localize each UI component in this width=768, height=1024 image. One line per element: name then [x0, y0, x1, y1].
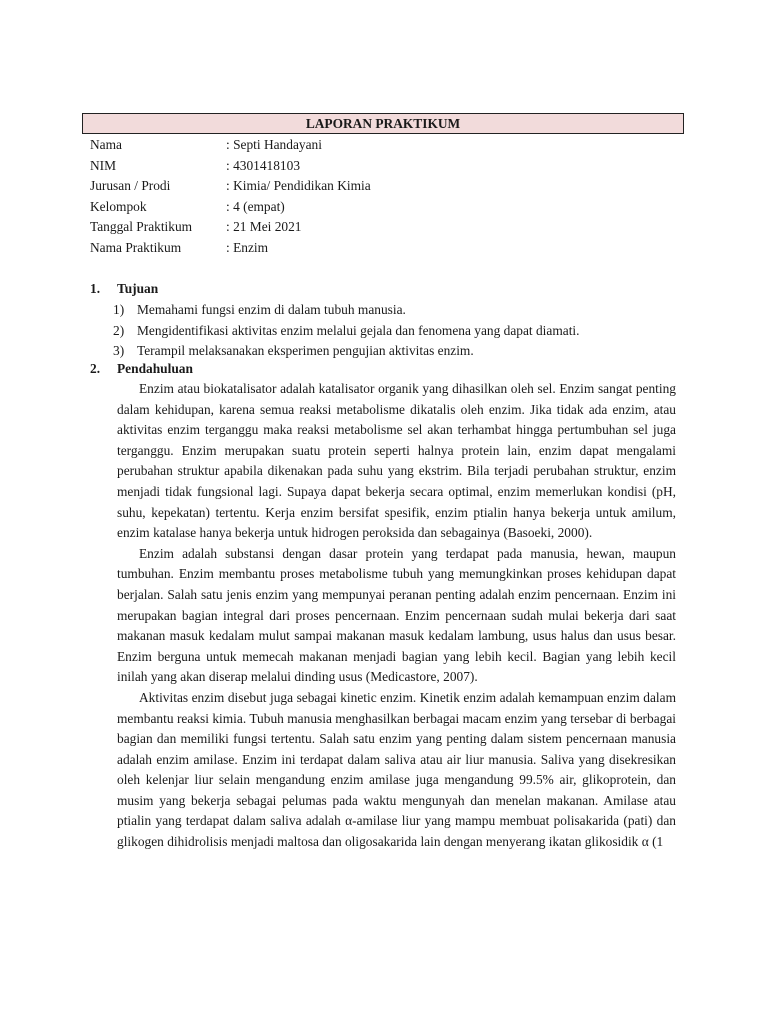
section-title: Pendahuluan [117, 361, 193, 376]
info-value: : 4 (empat) [226, 198, 285, 214]
report-title: LAPORAN PRAKTIKUM [82, 113, 684, 134]
paragraph: Aktivitas enzim disebut juga sebagai kinetic enzim. Kinetik enzim adalah kemampuan enzim dalam membantu reaksi kimia. Tubuh manusia menghasilkan berbagai macam enzim yang tersebar di berbagai bagian dan memiliki fungsi tertentu. Salah satu enzim yang penting dalam sistem pencernaan manusia adalah enzim amilase. Enzim ini terdapat dalam saliva atau air liur manusia. Saliva yang disekresikan oleh kelenjar liur selain mengandung enzim amilase juga mengandung 99.5% air, glikoprotein, dan musim yang bekerja sebagai pelumas pada waktu mengunyah dan menelan makanan. Amilase atau ptialin yang terdapat dalam saliva adalah α-amilase liur yang mampu membuat polisakarida (pati) dan glikogen dihidrolisis menjadi maltosa dan oligosakarida lain dengan menyerang ikatan glikosidik α (1 [117, 689, 676, 850]
info-label: NIM [90, 157, 117, 173]
info-label: Nama Praktikum [90, 239, 182, 255]
paragraph: Enzim adalah substansi dengan dasar protein yang terdapat pada manusia, hewan, maupun tumbuhan. Enzim membantu proses metabolisme tubuh yang memungkinkan proses kehidupan dapat berjalan. Salah satu jenis enzim yang mempunyai peranan penting adalah enzim pencernaan. Enzim ini merupakan bagian integral dari proses pencernaan. Enzim pencernaan sudah mulai bekerja dari saat makanan masuk kedalam mulut sampai makanan masuk kedalam lambung, usus halus dan usus besar. Enzim berguna untuk memecah makanan menjadi bagian yang lebih kecil. Bagian yang lebih kecil inilah yang akan diserap melalui dinding usus (Medicastore, 2007). [117, 545, 676, 685]
info-label: Jurusan / Prodi [90, 178, 171, 193]
info-row-tanggal [90, 217, 371, 238]
list-number: 1) [113, 302, 125, 317]
info-label: Nama [90, 137, 122, 152]
info-row-jurusan [90, 176, 371, 197]
identity-table [90, 135, 371, 258]
info-value: : Septi Handayani [226, 137, 322, 152]
list-text: Mengidentifikasi aktivitas enzim melalui gejala dan fenomena yang dapat diamati. [137, 322, 580, 338]
section-number: 1. [90, 281, 101, 296]
list-item [113, 321, 580, 342]
info-value: : Kimia/ Pendidikan Kimia [226, 178, 371, 193]
section-heading-tujuan [90, 279, 158, 299]
goals-list [113, 300, 580, 362]
list-text: Terampil melaksanakan eksperimen pengujian aktivitas enzim. [137, 343, 474, 358]
info-row-kelompok [90, 197, 371, 218]
section-title: Tujuan [117, 281, 159, 296]
info-label: Tanggal Praktikum [90, 219, 193, 234]
info-label: Kelompok [90, 198, 147, 214]
section-number: 2. [90, 361, 101, 376]
list-number: 3) [113, 343, 125, 358]
pendahuluan-body [117, 379, 676, 853]
list-number: 2) [113, 322, 125, 338]
info-row-nama-praktikum [90, 238, 371, 259]
section-heading-pendahuluan [90, 359, 193, 379]
info-value: : Enzim [226, 239, 269, 255]
info-value: : 4301418103 [226, 157, 301, 173]
paragraph: Enzim atau biokatalisator adalah katalisator organik yang dihasilkan oleh sel. Enzim sangat penting dalam kehidupan, karena semua reaksi metabolisme dikatalis oleh enzim. Jika tidak ada enzim, atau aktivitas enzim terganggu maka reaksi metabolisme sel akan terhambat hingga pertumbuhan sel juga terganggu. Enzim merupakan suatu protein seperti halnya protein lain, enzim dapat mengalami perubahan struktur apabila dikenakan pada suhu yang ekstrim. Bila terjadi perubahan struktur, enzim menjadi tidak fungsional lagi. Supaya dapat bekerja secara optimal, enzim memerlukan kondisi (pH, suhu, kepekatan) tertentu. Kerja enzim bersifat spesifik, enzim ptialin hanya bekerja untuk amilum, enzim katalase hanya bekerja untuk hidrogen peroksida dan sebagainya (Basoeki, 2000). [117, 381, 676, 541]
info-row-nama [90, 135, 371, 156]
info-value: : 21 Mei 2021 [226, 219, 302, 234]
list-item [113, 300, 580, 321]
info-row-nim [90, 156, 371, 177]
list-text: Memahami fungsi enzim di dalam tubuh manusia. [137, 302, 406, 317]
